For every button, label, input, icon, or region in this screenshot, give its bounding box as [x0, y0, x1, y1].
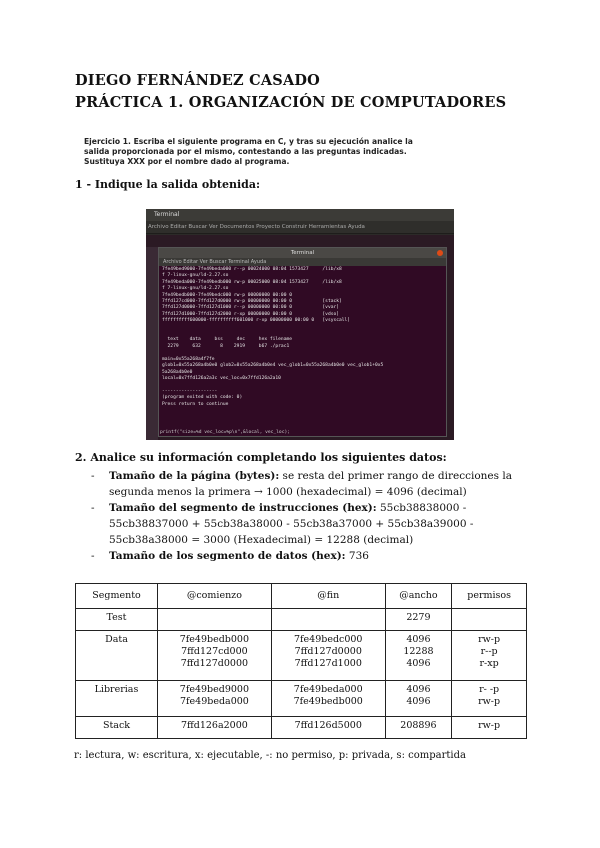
cell-start: 7fe49bed9000 7fe49beda000: [157, 681, 271, 717]
cell-width: 4096 4096: [385, 681, 452, 717]
bullet-instruction-segment: - Tamaño del segmento de instrucciones (hex): 55cb38838000 - 55cb38837000 + 55cb38a38000 - 55cb38a37000 + 55cb38a39000 - 55cb38a38000 = 3000 (Hexadecimal) = 12288 (decimal): [91, 502, 474, 546]
cell-perms: rw-p: [452, 717, 527, 739]
question-1-label: 1 - Indique la salida obtenida:: [75, 178, 261, 191]
table-header-row: [76, 584, 527, 609]
terminal-titlebar: [159, 248, 446, 258]
close-icon: [437, 250, 443, 256]
cell-start: 7fe49bedb000 7ffd127cd000 7ffd127d0000: [157, 631, 271, 681]
cell-perms: r- -p rw-p: [452, 681, 527, 717]
table-row: [76, 609, 527, 631]
cell-end: 7ffd126d5000: [271, 717, 385, 739]
cell-perms: rw-p r--p r-xp: [452, 631, 527, 681]
cell-segment: Stack: [76, 717, 158, 739]
bullet-text: se resta del primer rango de direcciones la segunda menos la primera → 1000 (hexadecimal) = 4096 (decimal): [109, 470, 512, 498]
terminal-screenshot: [146, 209, 454, 440]
bullet-text: 55cb38838000 - 55cb38837000 + 55cb38a38000 - 55cb38a37000 + 55cb38a39000 - 55cb38a38000 = 3000 (Hexadecimal) = 12288 (decimal): [109, 502, 474, 546]
question-2-label: 2. Analice su información completando los siguientes datos:: [75, 451, 447, 464]
bullet-data-segment: - Tamaño de los segmento de datos (hex): 736: [91, 550, 369, 562]
terminal-window-title: Terminal: [290, 250, 315, 256]
header-end: @fin: [271, 584, 385, 609]
header-segment: Segmento: [76, 584, 158, 609]
cell-width: 208896: [385, 717, 452, 739]
table-row: [76, 717, 527, 739]
editor-code-line: printf("size=%d vec_loc=%p\n",&local, vec_loc);: [160, 430, 290, 435]
table-row: [76, 631, 527, 681]
bullet-title: Tamaño de los segmento de datos (hex):: [109, 550, 346, 562]
terminal-menubar: Archivo Editar Ver Buscar Terminal Ayuda: [159, 258, 446, 266]
header-permissions: permisos: [452, 584, 527, 609]
bullet-title: Tamaño del segmento de instrucciones (hex):: [109, 502, 377, 514]
cell-segment: Librerias: [76, 681, 158, 717]
cell-width: 4096 12288 4096: [385, 631, 452, 681]
cell-start: 7ffd126a2000: [157, 717, 271, 739]
cell-segment: Test: [76, 609, 158, 631]
cell-start: [157, 609, 271, 631]
terminal-output: 7fe49bed9000-7fe49beda000 r--p 00024000 08:04 1573427 /lib/x8 f 7-linux-gnu/ld-2.27.so 7fe49beda000-7fe49bedb000 rw-p 00025000 08:04 1573427 /lib/x8 f 7-linux-gnu/ld-2.27.so 7fe49bedb000-7fe49bedc000 rw-p 00000000 00:00 0 7ffd127cd000-7ffd127d0000 rw-p 00000000 00:00 0 [stack] 7ffd127d0000-7ffd127d1000 r--p 00000000 00:00 0 [vvar] 7ffd127d1000-7ffd127d2000 r-xp 00000000 00:00 0 [vdso] ffffffffff600000-ffffffffff601000 r-xp 00000000 00:00 0 [vsyscall] text data bss dec hex filename 2279 632 8 2919 b67 ./prac1 main=0x55a268a4f7fe glob1=0x55a268a4b0e0 glob2=0x55a268a4b0e4 vec_glob1=0x55a268a4b0e0 vec_glob1+0x5 5a268a4b0e0 local=0x7ffd126a2a3c vec_loc=0x7ffd126a2a10 -------------------- (program exited with code: 0) Press return to continue: [162, 267, 384, 407]
bullet-page-size: - Tamaño de la página (bytes): se resta del primer rango de direcciones la segunda menos la primera → 1000 (hexadecimal) = 4096 (decimal): [91, 470, 512, 498]
exercise-statement: Ejercicio 1. Escriba el siguiente programa en C, y tras su ejecución analice la salida proporcionada por el mismo, contestando a las preguntas indicadas. Sustituya XXX por el nombre dado al programa.: [84, 137, 413, 166]
segments-table: [75, 583, 527, 739]
screenshot-topbar: Terminal: [146, 209, 454, 221]
cell-perms: [452, 609, 527, 631]
permissions-legend: r: lectura, w: escritura, x: ejecutable, -: no permiso, p: privada, s: compartida: [74, 750, 466, 761]
analysis-bullets: [91, 468, 531, 564]
practice-title: PRÁCTICA 1. ORGANIZACIÓN DE COMPUTADORES: [75, 94, 507, 111]
header-start: @comienzo: [157, 584, 271, 609]
bullet-text: 736: [345, 550, 369, 562]
cell-end: [271, 609, 385, 631]
table-row: [76, 681, 527, 717]
editor-gutter: [146, 247, 158, 440]
terminal-window: [158, 247, 447, 437]
header-width: @ancho: [385, 584, 452, 609]
bullet-title: Tamaño de la página (bytes):: [109, 470, 280, 482]
cell-end: 7fe49beda000 7fe49bedb000: [271, 681, 385, 717]
cell-segment: Data: [76, 631, 158, 681]
cell-width: 2279: [385, 609, 452, 631]
author-title: DIEGO FERNÁNDEZ CASADO: [75, 72, 321, 89]
screenshot-menubar: Archivo Editar Buscar Ver Documentos Proyecto Construir Herramientas Ayuda: [146, 221, 454, 234]
cell-end: 7fe49bedc000 7ffd127d0000 7ffd127d1000: [271, 631, 385, 681]
